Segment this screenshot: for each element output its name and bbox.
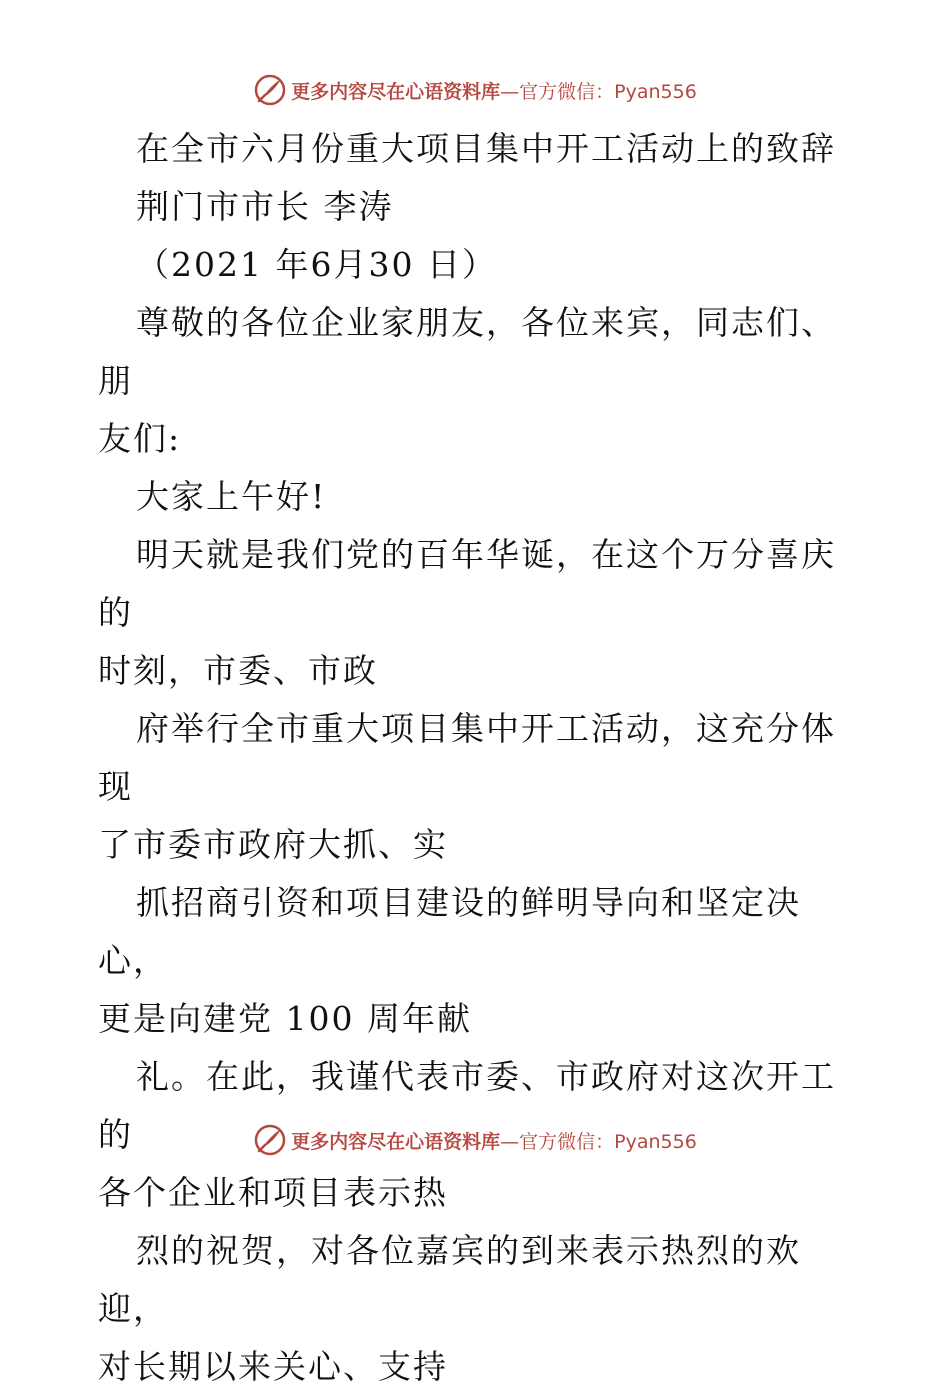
doc-body-line: 各个企业和项目表示热 — [98, 1173, 448, 1212]
feather-pen-logo-icon — [253, 1123, 287, 1157]
doc-author: 荆门市市长 李涛 — [136, 187, 394, 226]
doc-title: 在全市六月份重大项目集中开工活动上的致辞 — [136, 129, 836, 168]
doc-date: （2021 年6月30 日） — [136, 245, 497, 284]
doc-body-line: 明天就是我们党的百年华诞，在这个万分喜庆的 — [98, 535, 836, 632]
doc-body-line: 府举行全市重大项目集中开工活动，这充分体现 — [98, 709, 836, 806]
header-watermark-banner — [0, 70, 950, 110]
doc-body-line: 抓招商引资和项目建设的鲜明导向和坚定决心， — [98, 883, 801, 980]
banner-brand-text: 更多内容尽在心语资料库 — [291, 80, 501, 103]
doc-body-line: 时刻，市委、市政 — [98, 651, 378, 690]
banner-brand-text: 更多内容尽在心语资料库 — [291, 1130, 501, 1153]
doc-greeting: 大家上午好! — [136, 477, 327, 516]
doc-body-line: 更是向建党 100 周年献 — [98, 999, 472, 1038]
doc-body-line: 了市委市政府大抓、实 — [98, 825, 448, 864]
footer-watermark-banner — [0, 1120, 950, 1160]
doc-body-line: 对长期以来关心、支持 — [98, 1347, 448, 1386]
doc-salutation-line-2: 友们: — [98, 419, 182, 458]
document-body — [98, 120, 858, 1396]
banner-wechat-text: —官方微信：Pyan556 — [500, 1130, 697, 1153]
doc-body-line: 烈的祝贺，对各位嘉宾的到来表示热烈的欢迎， — [98, 1231, 801, 1328]
doc-body-line: 礼。在此，我谨代表市委、市政府对这次开工的 — [98, 1057, 836, 1154]
doc-salutation-line-1: 尊敬的各位企业家朋友，各位来宾，同志们、朋 — [98, 303, 836, 400]
feather-pen-logo-icon — [253, 73, 287, 107]
banner-wechat-text: —官方微信：Pyan556 — [500, 80, 697, 103]
